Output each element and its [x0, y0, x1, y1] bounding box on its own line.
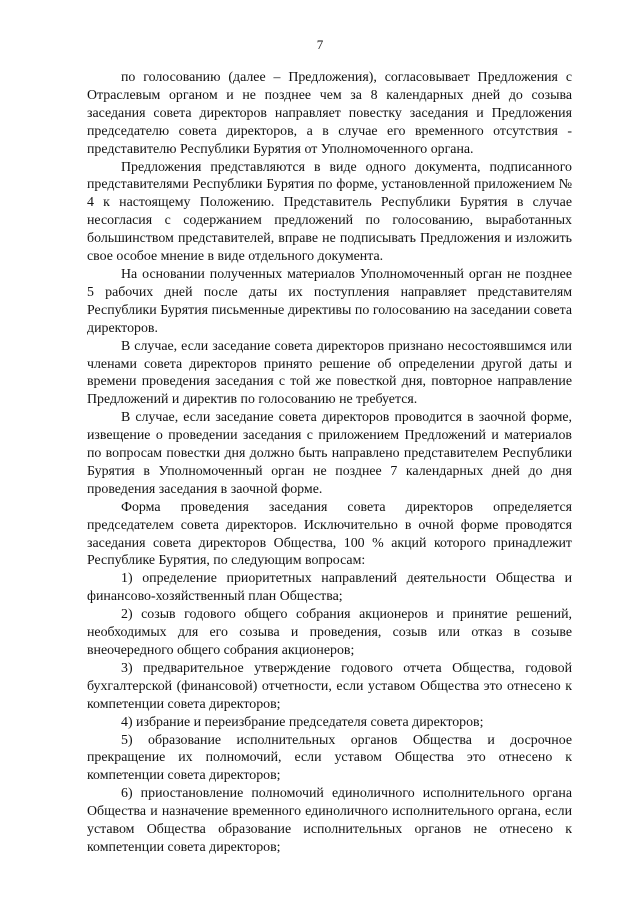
paragraph: Предложения представляются в виде одного документа, подписанного представителями Республики Бурятия по форме, установленной приложением № 4 к настоящему Положению. Представитель Республики Бурятия в случае несогласия с содержанием предложений по голосованию, выработанных большинством представителей, вправе не подписывать Предложения и изложить свое особое мнение в виде отдельного документа. [87, 159, 572, 265]
paragraph: по голосованию (далее – Предложения), согласовывает Предложения с Отраслевым органом и не позднее чем за 8 календарных дней до созыва заседания совета директоров направляет повестку заседания и Предложения председателю совета директоров, а в случае его временного отсутствия - представителю Республики Бурятия от Уполномоченного органа. [87, 70, 572, 157]
paragraph: В случае, если заседание совета директоров проводится в заочной форме, извещение о проведении заседания с приложением Предложений и материалов по вопросам повестки дня должно быть направлено представителем Республики Бурятия в Уполномоченный орган не позднее 7 календарных дней до дня проведения заседания в заочной форме. [87, 410, 572, 497]
list-item: 5) образование исполнительных органов Общества и досрочное прекращение их полномочий, если уставом Общества это отнесено к компетенции совета директоров; [87, 732, 572, 784]
list-item: 6) приостановление полномочий единоличного исполнительного органа Общества и назначение временного единоличного исполнительного органа, если уставом Общества образование исполнительных органов не отнесено к компетенции совета директоров; [87, 786, 572, 855]
list-item: 2) созыв годового общего собрания акционеров и принятие решений, необходимых для его созыва и проведения, созыв или отказ в созыве внеочередного общего собрания акционеров; [87, 607, 572, 658]
paragraph: В случае, если заседание совета директоров признано несостоявшимся или членами совета директоров принято решение об определении другой даты и времени проведения заседания с той же повесткой дня, повторное направление Предложений и директив по голосованию не требуется. [87, 338, 572, 408]
list-item: 4) избрание и переизбрание председателя совета директоров; [121, 714, 484, 730]
page-number: 7 [316, 37, 324, 52]
list-item: 1) определение приоритетных направлений деятельности Общества и финансово-хозяйственный план Общества; [87, 571, 572, 605]
paragraph: На основании полученных материалов Уполномоченный орган не позднее 5 рабочих дней после даты их поступления направляет представителям Республики Бурятия письменные директивы по голосованию на заседании совета директоров. [87, 266, 572, 336]
body-text [87, 69, 572, 857]
list-item: 3) предварительное утверждение годового отчета Общества, годовой бухгалтерской (финансовой) отчетности, если уставом Общества это отнесено к компетенции совета директоров; [87, 660, 572, 712]
paragraph: Форма проведения заседания совета директоров определяется председателем совета директоров. Исключительно в очной форме проводятся заседания совета директоров Общества, 100 % акций которого принадлежит Республике Бурятия, по следующим вопросам: [87, 499, 572, 569]
